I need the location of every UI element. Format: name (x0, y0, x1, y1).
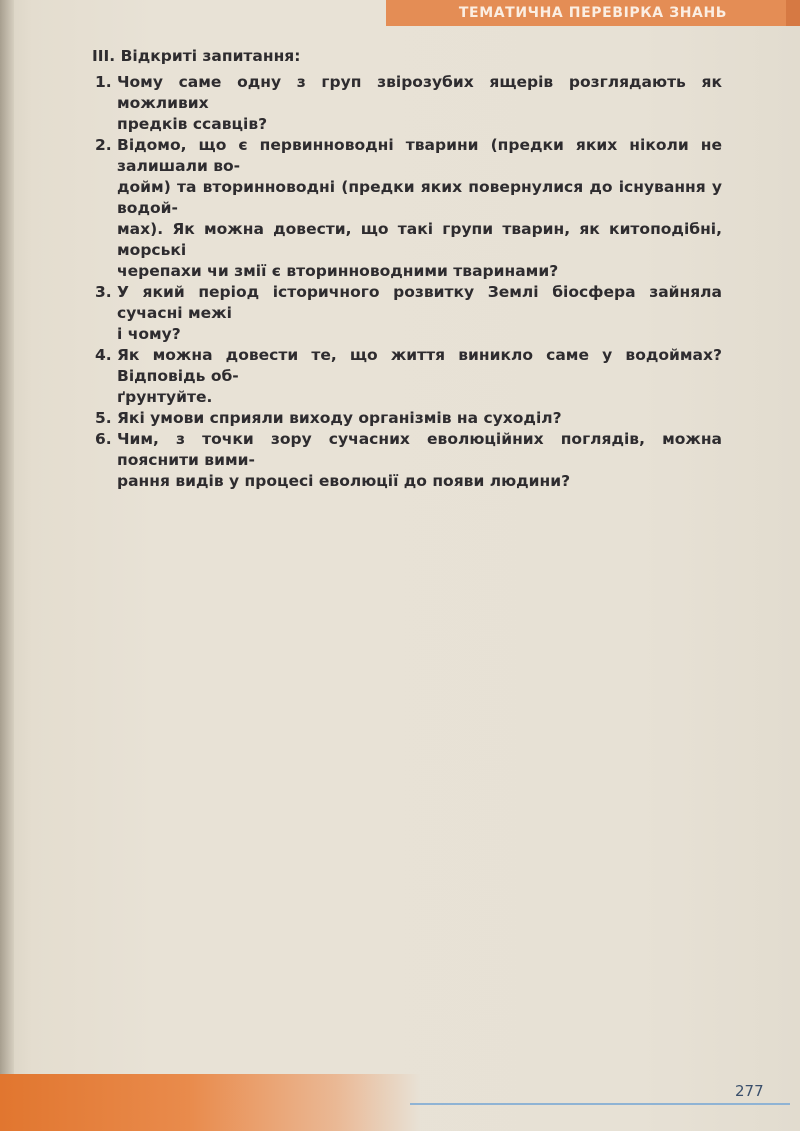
book-spine-shadow (0, 0, 14, 1131)
question-line: предків ссавців? (117, 115, 268, 133)
header-band-edge (786, 0, 800, 26)
header-band (386, 0, 800, 26)
question-number: 6. (95, 430, 112, 448)
question-4 (92, 345, 722, 408)
question-line: і чому? (117, 325, 181, 343)
question-line: У який період історичного розвитку Землі біосфера зайняла сучасні межі (117, 283, 722, 322)
question-2 (92, 135, 722, 282)
question-line: Які умови сприяли виходу організмів на суходіл? (117, 409, 562, 427)
question-number: 3. (95, 283, 112, 301)
question-line: ґрунтуйте. (117, 388, 213, 406)
header-title: ТЕМАТИЧНА ПЕРЕВІРКА ЗНАНЬ (458, 5, 728, 21)
content (92, 46, 722, 492)
footer-rule (410, 1103, 790, 1105)
question-number: 4. (95, 346, 112, 364)
question-line: дойм) та вторинноводні (предки яких повернулися до існування у водой- (117, 178, 722, 217)
section-title: ІІІ. Відкриті запитання: (92, 47, 301, 65)
question-line: Чим, з точки зору сучасних еволюційних поглядів, можна пояснити вими- (117, 430, 722, 469)
question-line: рання видів у процесі еволюції до появи людини? (117, 472, 571, 490)
question-6 (92, 429, 722, 492)
question-line: мах). Як можна довести, що такі групи тварин, як китоподібні, морські (117, 220, 722, 259)
page-number: 277 (735, 1082, 764, 1100)
question-3 (92, 282, 722, 345)
question-5 (92, 408, 722, 429)
question-number: 5. (95, 409, 112, 427)
question-line: Як можна довести те, що життя виникло саме у водоймах? Відповідь об- (117, 346, 722, 385)
question-1 (92, 72, 722, 135)
question-line: Відомо, що є первинноводні тварини (предки яких ніколи не залишали во- (117, 136, 722, 175)
footer-accent-band (0, 1074, 420, 1131)
question-number: 2. (95, 136, 112, 154)
question-line: черепахи чи змії є вторинноводними тваринами? (117, 262, 559, 280)
question-number: 1. (95, 73, 112, 91)
question-line: Чому саме одну з груп звірозубих ящерів розглядають як можливих (117, 73, 722, 112)
